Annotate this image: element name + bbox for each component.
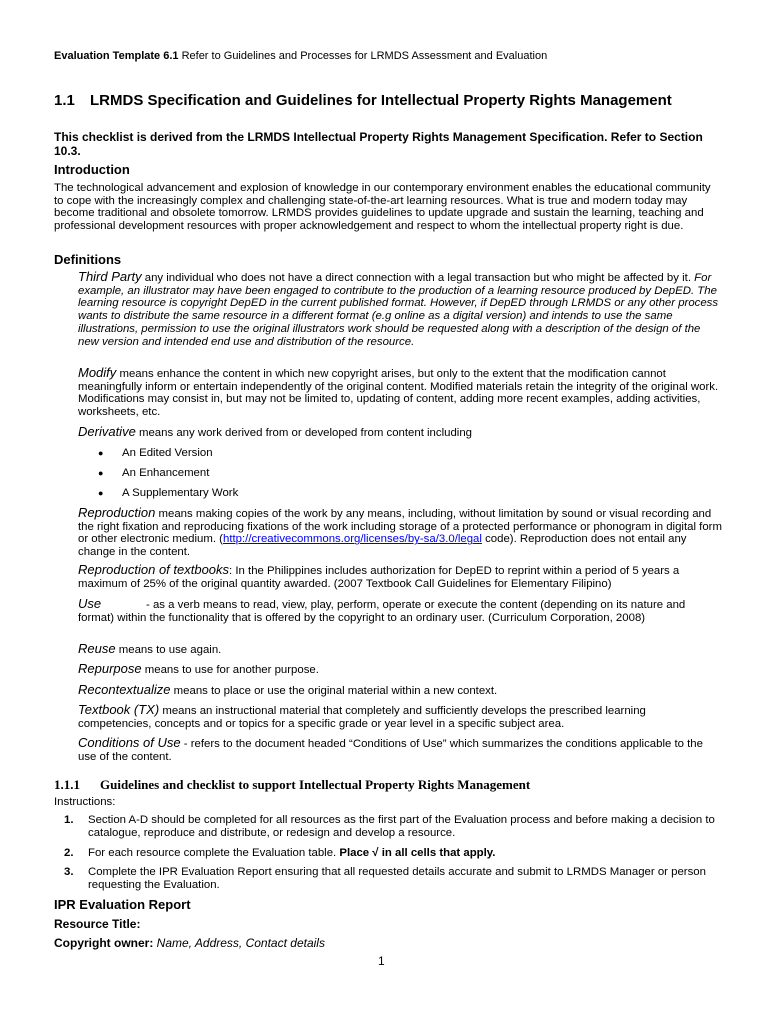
instruction-item: 2. For each resource complete the Evaluation table. Place √ in all cells that apply.	[64, 847, 496, 859]
section-title: LRMDS Specification and Guidelines for Intellectual Property Rights Management	[90, 92, 672, 109]
resource-title-field	[54, 917, 140, 931]
introduction-heading: Introduction	[54, 162, 130, 177]
definition-term: Modify	[78, 365, 117, 380]
definition-term: Derivative	[78, 424, 136, 439]
definition-reproduction: Reproduction means making copies of the work by any means, including, without limitation by sound or visual recording and the right fixation and reproducing fixations of the work including storage of a protected performance or phonogram in digital form or other electronic medium. (http://creativecommons.org/licenses/by-sa/3.0/legal code). Reproduction does not entail any change in the content.	[78, 505, 722, 559]
definition-conditions-of-use: Conditions of Use - refers to the document headed “Conditions of Use” which summarizes the conditions applicable to the use of the content.	[78, 735, 703, 763]
definition-repurpose: Repurpose means to use for another purpose.	[78, 661, 319, 676]
instructions-label: Instructions:	[54, 796, 116, 808]
copyright-owner-label: Copyright owner:	[54, 936, 154, 950]
page-header	[54, 50, 547, 62]
document-page	[54, 0, 720, 1024]
copyright-owner-field	[54, 936, 325, 950]
instruction-item: 1. Section A-D should be completed for all resources as the first part of the Evaluation process and before making a decision to catalogue, reproduce and distribute, or redesign and develop a resource.	[64, 814, 715, 839]
list-item: ● A Supplementary Work	[98, 487, 239, 499]
instruction-item: 3. Complete the IPR Evaluation Report ensuring that all requested details accurate and submit to LRMDS Manager or person requesting the Evaluation.	[64, 866, 706, 891]
definition-recontextualize: Recontextualize means to place or use the original material within a new context.	[78, 682, 498, 697]
section-number: 1.1	[54, 92, 75, 109]
definition-term: Use	[78, 596, 102, 611]
bullet-icon: ●	[98, 468, 104, 478]
checklist-intro: This checklist is derived from the LRMDS Intellectual Property Rights Management Specification. Refer to Section 10.3.	[54, 130, 703, 158]
template-label: Evaluation Template 6.1	[54, 50, 179, 62]
subsection-title: Guidelines and checklist to support Intellectual Property Rights Management	[100, 777, 531, 792]
definition-term: Textbook (TX)	[78, 702, 160, 717]
definition-reuse: Reuse means to use again.	[78, 641, 222, 656]
definition-term: Reproduction	[78, 505, 156, 520]
definitions-heading: Definitions	[54, 252, 122, 267]
bullet-icon: ●	[98, 488, 104, 498]
definition-term: Reproduction of textbooks	[78, 562, 230, 577]
subsection-heading	[54, 777, 530, 793]
page-number: 1	[378, 954, 385, 968]
list-item: ● An Enhancement	[98, 467, 210, 479]
report-heading: IPR Evaluation Report	[54, 897, 191, 912]
resource-title-label: Resource Title:	[54, 917, 141, 931]
list-item: ● An Edited Version	[98, 447, 213, 459]
bullet-icon: ●	[98, 448, 104, 458]
definition-reproduction-textbooks: Reproduction of textbooks: In the Philippines includes authorization for DepED to reprint within a period of 5 years a maximum of 25% of the original quantity awarded. (2007 Textbook Call Guidelines for Elementary Filipino)	[78, 562, 680, 590]
instruction-emphasis: Place √ in all cells that apply.	[339, 847, 496, 859]
definition-example: For example, an illustrator may have been engaged to contribute to the production of a learning resource produced by DepED. The learning resource is copyright DepED in the current published format. However, if DepED through LRMDS or any other process wants to distribute the same resource in a different format (e.g online as a digital version) and intends to use the same illustrations, permission to use the original illustrators work should be requested along with a description of the design of the new version and intended end use and distribution of the resource.	[78, 272, 719, 348]
section-heading	[54, 92, 694, 110]
definition-third-party: Third Party any individual who does not have a direct connection with a legal transaction but who might be affected by it. For example, an illustrator may have been engaged to contribute to the production of a learning resource produced by DepED. The learning resource is copyright DepED in the current published format. However, if DepED through LRMDS or any other process wants to distribute the same resource in a different format (e.g online as a digital version) and intends to use the same illustrations, permission to use the original illustrators work should be requested along with a description of the design of the new version and intended end use and distribution of the resource.	[78, 269, 719, 348]
definition-term: Repurpose	[78, 661, 142, 676]
definition-term: Recontextualize	[78, 682, 171, 697]
definition-textbook: Textbook (TX) means an instructional material that completely and sufficiently develops the prescribed learning competencies, concepts and or topics for a specific grade or year level in a specific subject area.	[78, 702, 646, 730]
definition-modify: Modify means enhance the content in which new copyright arises, but only to the extent that the modification cannot meaningfully inform or entertain independently of the original content. Modified materials retain the integrity of the original work. Modifications may consist in, but may not be limited to, updating of content, adding more recent examples, adding activities, worksheets, etc.	[78, 365, 719, 419]
definition-term: Third Party	[78, 269, 142, 284]
copyright-owner-value: Name, Address, Contact details	[153, 936, 325, 950]
definition-term: Conditions of Use	[78, 735, 181, 750]
subsection-number: 1.1.1	[54, 777, 80, 792]
definition-derivative: Derivative means any work derived from or developed from content including	[78, 424, 472, 439]
header-text: Refer to Guidelines and Processes for LRMDS Assessment and Evaluation	[178, 50, 548, 62]
definition-use: Use - as a verb means to read, view, play, perform, operate or execute the content (depending on its nature and format) within the functionality that is offered by the copyright to an ordinary user. (Curriculum Corporation, 2008)	[78, 596, 686, 624]
definition-term: Reuse	[78, 641, 116, 656]
introduction-text: The technological advancement and explosion of knowledge in our contemporary environment enables the educational community to cope with the increasingly complex and challenging state-of-the-art learning resources. What is true and modern today may become traditional and obsolete tomorrow. LRMDS provides guidelines to update upgrade and sustain the learning, teaching and professional development resources with proper acknowledgement and respect to whom the intellectual property right is due.	[54, 182, 711, 233]
creative-commons-link[interactable]: http://creativecommons.org/licenses/by-sa/3.0/legal	[222, 533, 482, 546]
